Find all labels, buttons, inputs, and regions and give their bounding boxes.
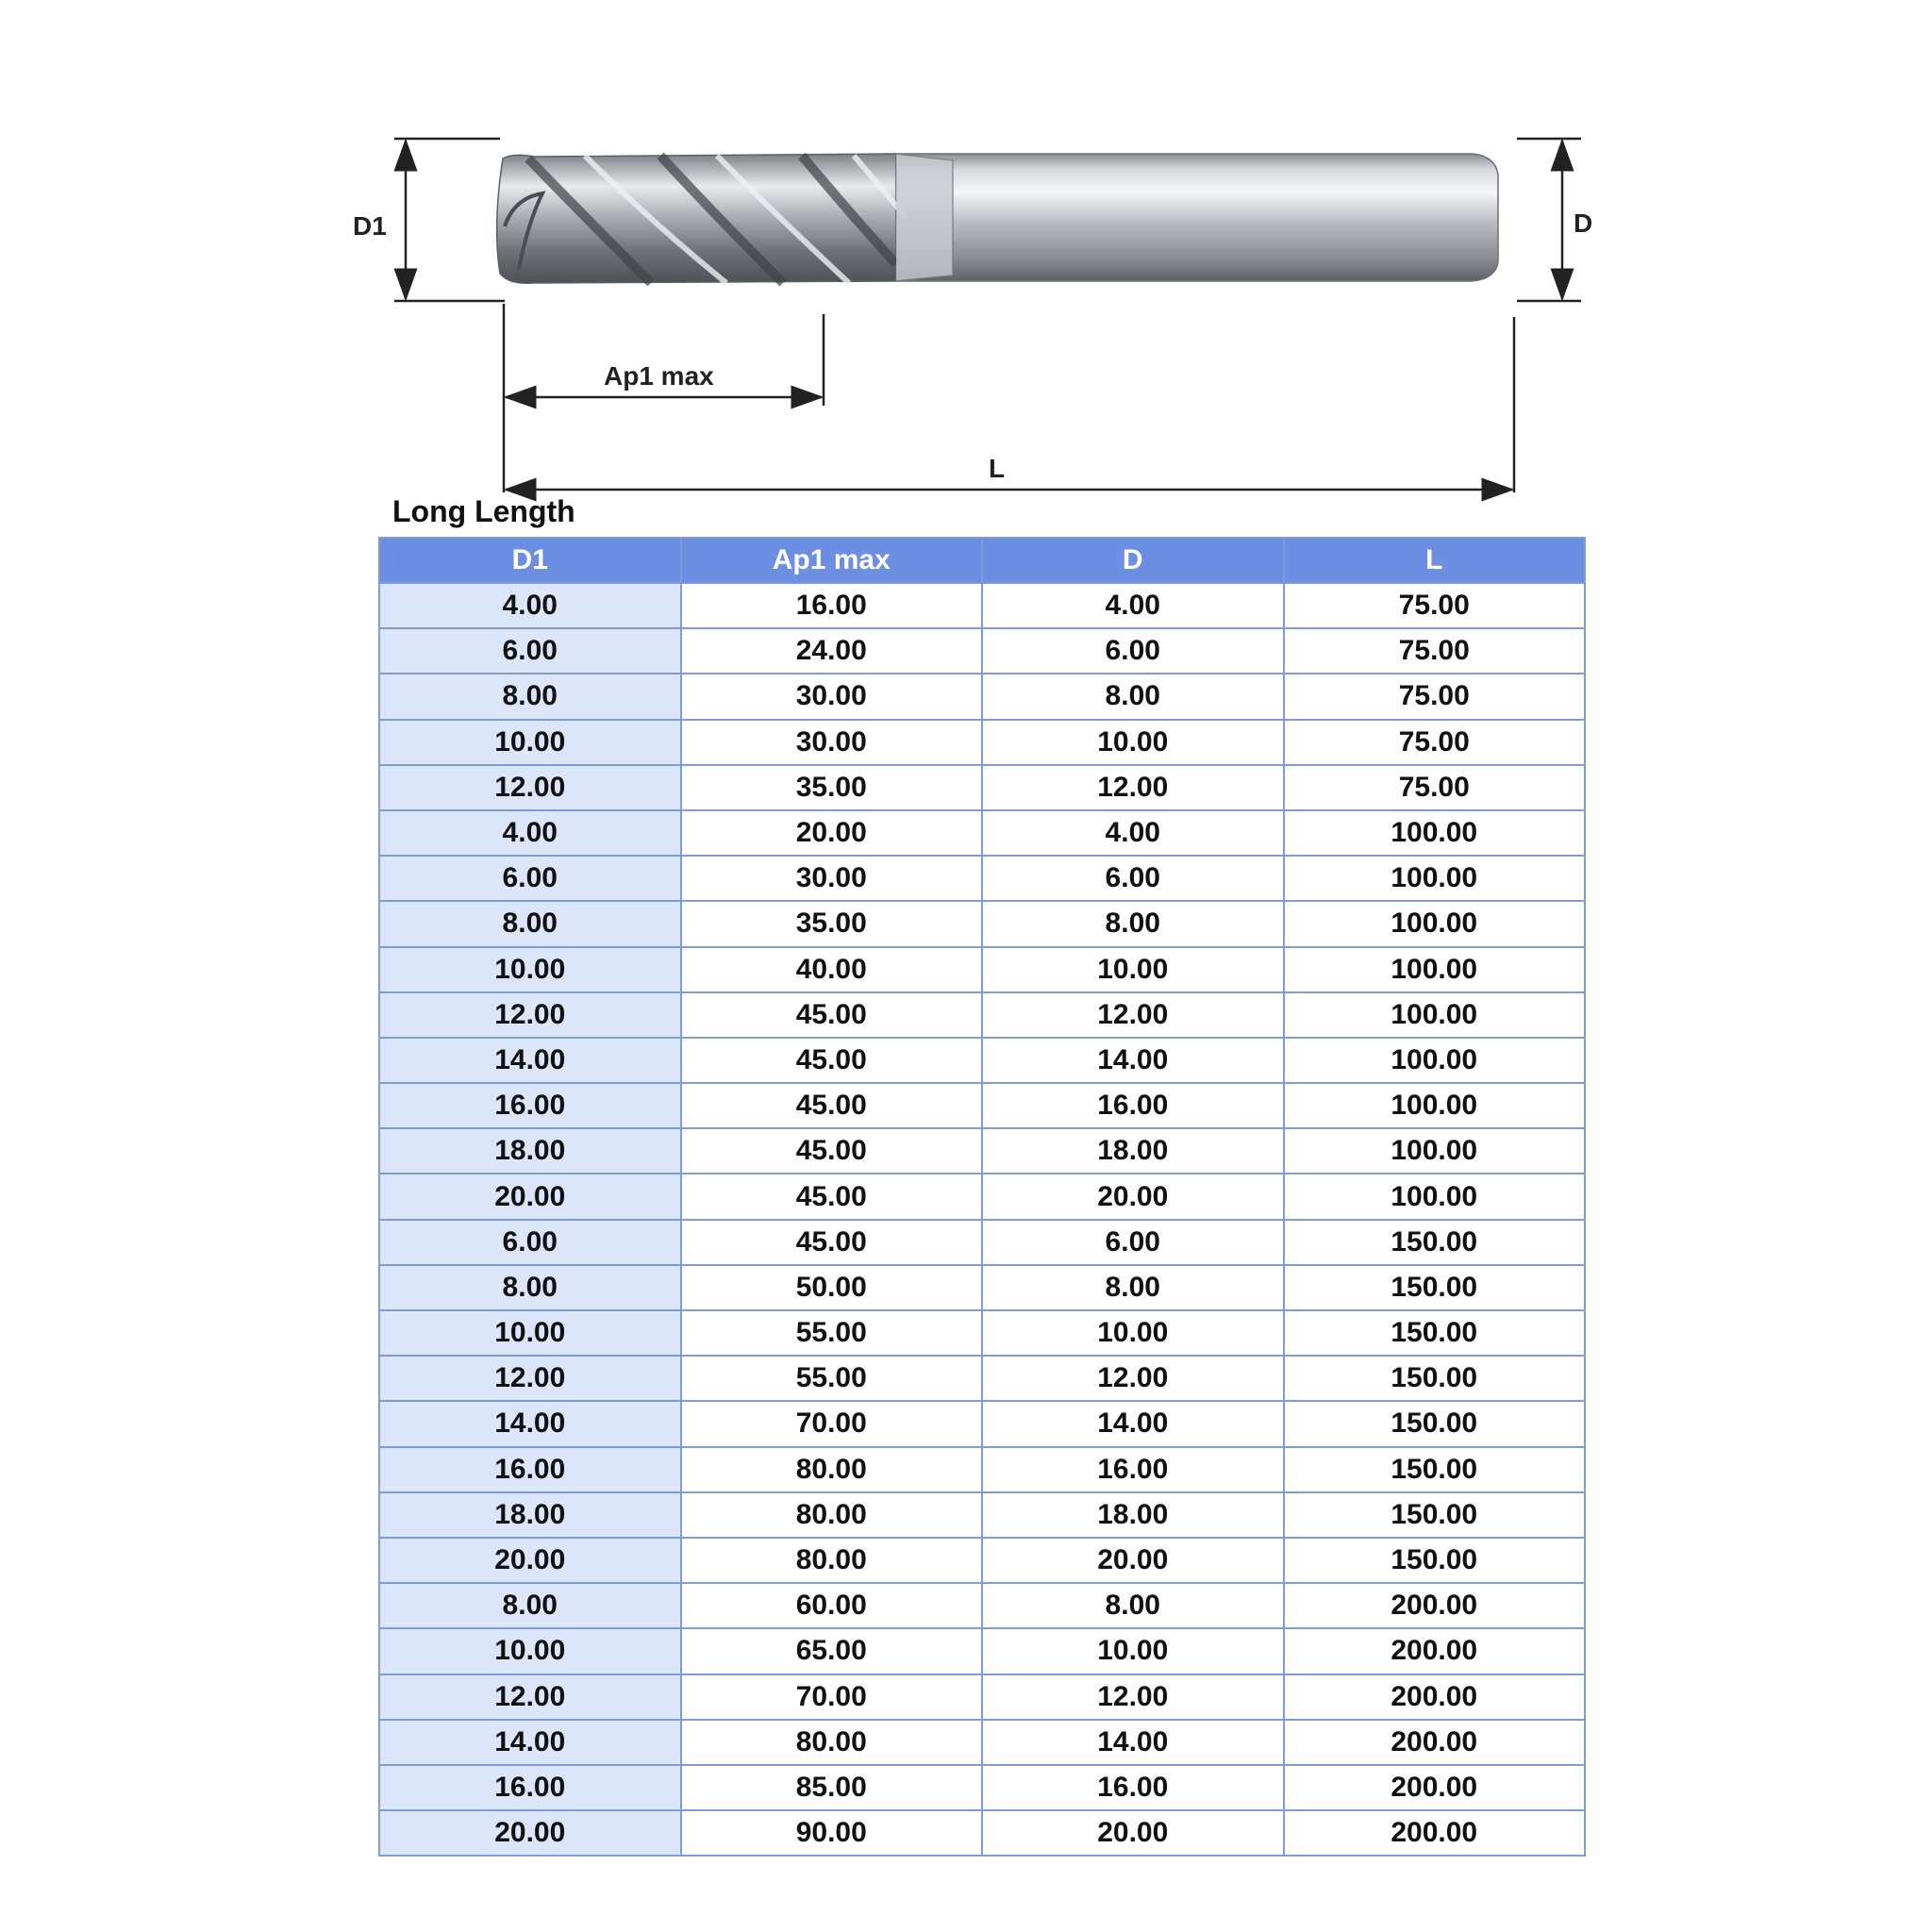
table-cell: 10.00 — [379, 947, 681, 992]
table-cell: 75.00 — [1284, 628, 1586, 674]
table-cell: 10.00 — [379, 1310, 681, 1356]
ap1-label: Ap1 max — [604, 361, 714, 391]
table-cell: 50.00 — [681, 1265, 983, 1310]
table-cell: 200.00 — [1284, 1720, 1586, 1765]
table-cell: 20.00 — [982, 1538, 1284, 1583]
table-cell: 80.00 — [681, 1447, 983, 1492]
table-row — [379, 1583, 1585, 1628]
table-cell: 200.00 — [1284, 1765, 1586, 1810]
table-cell: 10.00 — [982, 1628, 1284, 1674]
table-cell: 20.00 — [681, 810, 983, 856]
table-cell: 8.00 — [982, 674, 1284, 719]
table-cell: 16.00 — [379, 1447, 681, 1492]
table-row — [379, 1765, 1585, 1810]
table-cell: 18.00 — [379, 1492, 681, 1538]
table-row — [379, 1674, 1585, 1720]
table-cell: 150.00 — [1284, 1220, 1586, 1265]
end-mill-tool — [497, 154, 1498, 283]
table-row — [379, 674, 1585, 719]
table-cell: 75.00 — [1284, 674, 1586, 719]
table-cell: 150.00 — [1284, 1492, 1586, 1538]
table-cell: 40.00 — [681, 947, 983, 992]
table-row — [379, 1310, 1585, 1356]
table-cell: 10.00 — [982, 947, 1284, 992]
l-dimension — [506, 317, 1514, 492]
table-cell: 14.00 — [379, 1720, 681, 1765]
table-cell: 18.00 — [982, 1128, 1284, 1174]
table-cell: 200.00 — [1284, 1628, 1586, 1674]
table-cell: 20.00 — [982, 1810, 1284, 1856]
table-cell: 150.00 — [1284, 1401, 1586, 1446]
table-row — [379, 765, 1585, 810]
table-cell: 8.00 — [982, 901, 1284, 946]
table-cell: 45.00 — [681, 1128, 983, 1174]
table-cell: 150.00 — [1284, 1265, 1586, 1310]
table-cell: 75.00 — [1284, 720, 1586, 765]
spec-table — [378, 537, 1586, 1857]
table-cell: 12.00 — [379, 1356, 681, 1401]
table-cell: 75.00 — [1284, 765, 1586, 810]
table-cell: 100.00 — [1284, 1083, 1586, 1128]
table-row — [379, 1128, 1585, 1174]
column-header: D — [982, 538, 1284, 583]
table-cell: 16.00 — [982, 1447, 1284, 1492]
table-cell: 14.00 — [982, 1038, 1284, 1083]
table-cell: 12.00 — [379, 765, 681, 810]
table-cell: 200.00 — [1284, 1674, 1586, 1720]
column-header: Ap1 max — [681, 538, 983, 583]
table-cell: 12.00 — [982, 1356, 1284, 1401]
table-header-row — [379, 538, 1585, 583]
table-cell: 100.00 — [1284, 947, 1586, 992]
d1-label: D1 — [353, 211, 387, 241]
table-cell: 55.00 — [681, 1310, 983, 1356]
table-cell: 12.00 — [379, 1674, 681, 1720]
table-cell: 10.00 — [379, 1628, 681, 1674]
table-cell: 45.00 — [681, 1038, 983, 1083]
table-cell: 6.00 — [379, 628, 681, 674]
column-header: D1 — [379, 538, 681, 583]
table-row — [379, 1220, 1585, 1265]
table-row — [379, 583, 1585, 628]
table-cell: 4.00 — [982, 583, 1284, 628]
d-dimension — [1517, 139, 1592, 301]
table-cell: 45.00 — [681, 1174, 983, 1219]
table-row — [379, 1083, 1585, 1128]
table-cell: 100.00 — [1284, 810, 1586, 856]
table-cell: 35.00 — [681, 901, 983, 946]
table-cell: 200.00 — [1284, 1810, 1586, 1856]
table-cell: 8.00 — [379, 1583, 681, 1628]
table-cell: 12.00 — [379, 992, 681, 1038]
table-cell: 150.00 — [1284, 1447, 1586, 1492]
ap1-dimension — [504, 304, 824, 492]
table-cell: 100.00 — [1284, 1174, 1586, 1219]
table-cell: 100.00 — [1284, 1038, 1586, 1083]
table-body — [379, 583, 1585, 1856]
table-row — [379, 720, 1585, 765]
table-cell: 55.00 — [681, 1356, 983, 1401]
l-label: L — [989, 454, 1006, 483]
table-row — [379, 1492, 1585, 1538]
table-cell: 6.00 — [982, 856, 1284, 901]
table-cell: 65.00 — [681, 1628, 983, 1674]
table-cell: 30.00 — [681, 720, 983, 765]
table-cell: 4.00 — [982, 810, 1284, 856]
table-cell: 18.00 — [379, 1128, 681, 1174]
table-cell: 18.00 — [982, 1492, 1284, 1538]
table-cell: 8.00 — [982, 1265, 1284, 1310]
table-row — [379, 1356, 1585, 1401]
table-cell: 14.00 — [982, 1720, 1284, 1765]
d1-dimension — [353, 139, 505, 301]
table-cell: 75.00 — [1284, 583, 1586, 628]
table-row — [379, 1265, 1585, 1310]
table-cell: 150.00 — [1284, 1538, 1586, 1583]
table-cell: 8.00 — [379, 1265, 681, 1310]
table-cell: 45.00 — [681, 1220, 983, 1265]
table-cell: 16.00 — [681, 583, 983, 628]
table-row — [379, 1810, 1585, 1856]
section-title: Long Length — [392, 494, 575, 528]
table-row — [379, 1038, 1585, 1083]
table-cell: 45.00 — [681, 992, 983, 1038]
column-header: L — [1284, 538, 1586, 583]
table-cell: 4.00 — [379, 583, 681, 628]
table-cell: 45.00 — [681, 1083, 983, 1128]
table-cell: 6.00 — [379, 1220, 681, 1265]
table-cell: 10.00 — [982, 720, 1284, 765]
table-row — [379, 628, 1585, 674]
end-mill-dimension-diagram — [0, 0, 1932, 509]
table-cell: 6.00 — [379, 856, 681, 901]
table-cell: 16.00 — [379, 1083, 681, 1128]
table-cell: 8.00 — [379, 674, 681, 719]
table-cell: 80.00 — [681, 1538, 983, 1583]
table-row — [379, 947, 1585, 992]
table-cell: 80.00 — [681, 1492, 983, 1538]
table-cell: 10.00 — [379, 720, 681, 765]
table-cell: 4.00 — [379, 810, 681, 856]
table-cell: 20.00 — [982, 1174, 1284, 1219]
table-cell: 100.00 — [1284, 856, 1586, 901]
table-cell: 14.00 — [379, 1401, 681, 1446]
table-cell: 8.00 — [379, 901, 681, 946]
table-cell: 70.00 — [681, 1674, 983, 1720]
table-cell: 100.00 — [1284, 901, 1586, 946]
table-cell: 10.00 — [982, 1310, 1284, 1356]
table-cell: 200.00 — [1284, 1583, 1586, 1628]
table-row — [379, 1720, 1585, 1765]
table-cell: 90.00 — [681, 1810, 983, 1856]
table-cell: 12.00 — [982, 765, 1284, 810]
table-row — [379, 1447, 1585, 1492]
table-cell: 16.00 — [982, 1765, 1284, 1810]
table-cell: 14.00 — [982, 1401, 1284, 1446]
table-cell: 100.00 — [1284, 992, 1586, 1038]
table-cell: 35.00 — [681, 765, 983, 810]
table-cell: 14.00 — [379, 1038, 681, 1083]
table-cell: 30.00 — [681, 856, 983, 901]
table-cell: 20.00 — [379, 1174, 681, 1219]
table-row — [379, 856, 1585, 901]
table-cell: 6.00 — [982, 1220, 1284, 1265]
table-cell: 150.00 — [1284, 1310, 1586, 1356]
table-cell: 8.00 — [982, 1583, 1284, 1628]
table-cell: 70.00 — [681, 1401, 983, 1446]
table-cell: 16.00 — [379, 1765, 681, 1810]
table-row — [379, 1628, 1585, 1674]
table-cell: 12.00 — [982, 992, 1284, 1038]
table-cell: 12.00 — [982, 1674, 1284, 1720]
table-row — [379, 1401, 1585, 1446]
table-cell: 6.00 — [982, 628, 1284, 674]
table-row — [379, 1538, 1585, 1583]
table-cell: 80.00 — [681, 1720, 983, 1765]
d-label: D — [1574, 208, 1593, 238]
table-cell: 20.00 — [379, 1810, 681, 1856]
table-row — [379, 901, 1585, 946]
table-row — [379, 992, 1585, 1038]
table-cell: 100.00 — [1284, 1128, 1586, 1174]
table-cell: 150.00 — [1284, 1356, 1586, 1401]
table-cell: 24.00 — [681, 628, 983, 674]
table-cell: 20.00 — [379, 1538, 681, 1583]
table-cell: 60.00 — [681, 1583, 983, 1628]
table-cell: 16.00 — [982, 1083, 1284, 1128]
table-cell: 85.00 — [681, 1765, 983, 1810]
table-row — [379, 1174, 1585, 1219]
table-cell: 30.00 — [681, 674, 983, 719]
table-row — [379, 810, 1585, 856]
